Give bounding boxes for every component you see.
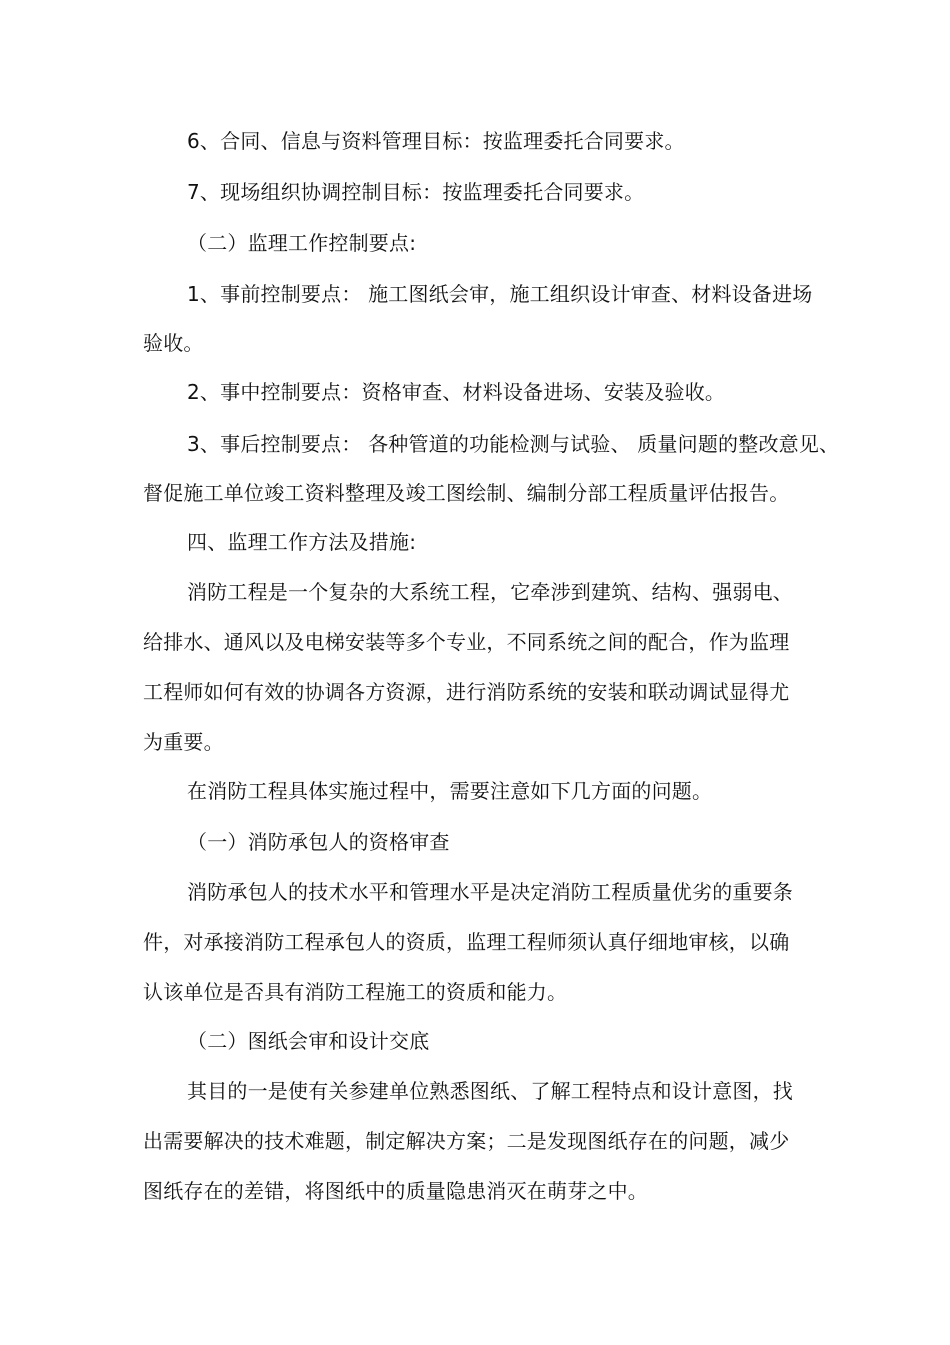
- paragraph-line-drawing-1: 其目的一是使有关参建单位熟悉图纸、了解工程特点和设计意图，找: [187, 1079, 793, 1103]
- paragraph-line-fire-project-4: 为重要。: [143, 730, 224, 754]
- section-heading-control-points: （二）监理工作控制要点:: [187, 231, 417, 255]
- paragraph-line-contractor-3: 认该单位是否具有消防工程施工的资质和能力。: [143, 980, 568, 1004]
- paragraph-line-implementation: 在消防工程具体实施过程中，需要注意如下几方面的问题。: [187, 779, 713, 803]
- text-line-item6-contract-info-goal: 6、合同、信息与资料管理目标：按监理委托合同要求。: [187, 129, 685, 153]
- paragraph-line-contractor-2: 件，对承接消防工程承包人的资质，监理工程师须认真仔细地审核，以确: [143, 930, 790, 954]
- text-line-post-control-cont: 督促施工单位竣工资料整理及竣工图绘制、编制分部工程质量评估报告。: [143, 481, 790, 505]
- paragraph-line-contractor-1: 消防承包人的技术水平和管理水平是决定消防工程质量优劣的重要条: [187, 880, 793, 904]
- paragraph-line-drawing-3: 图纸存在的差错，将图纸中的质量隐患消灭在萌芽之中。: [143, 1179, 648, 1203]
- section-heading-contractor-qualification: （一）消防承包人的资格审查: [187, 830, 450, 854]
- section-heading-drawing-review: （二）图纸会审和设计交底: [187, 1029, 430, 1053]
- paragraph-line-fire-project-1: 消防工程是一个复杂的大系统工程，它牵涉到建筑、结构、强弱电、: [187, 580, 793, 604]
- text-line-post-control: 3、事后控制要点： 各种管道的功能检测与试验、 质量问题的整改意见、: [187, 432, 840, 456]
- section-heading-methods: 四、监理工作方法及措施:: [187, 530, 417, 554]
- paragraph-line-fire-project-3: 工程师如何有效的协调各方资源，进行消防系统的安装和联动调试显得尤: [143, 680, 790, 704]
- paragraph-line-fire-project-2: 给排水、通风以及电梯安装等多个专业，不同系统之间的配合，作为监理: [143, 630, 790, 654]
- text-line-item7-coordination-goal: 7、现场组织协调控制目标：按监理委托合同要求。: [187, 180, 645, 204]
- text-line-pre-control-cont: 验收。: [143, 331, 204, 355]
- paragraph-line-drawing-2: 出需要解决的技术难题，制定解决方案；二是发现图纸存在的问题，减少: [143, 1129, 790, 1153]
- text-line-pre-control: 1、事前控制要点： 施工图纸会审，施工组织设计审查、材料设备进场: [187, 282, 813, 306]
- text-line-in-process-control: 2、事中控制要点：资格审查、材料设备进场、安装及验收。: [187, 380, 726, 404]
